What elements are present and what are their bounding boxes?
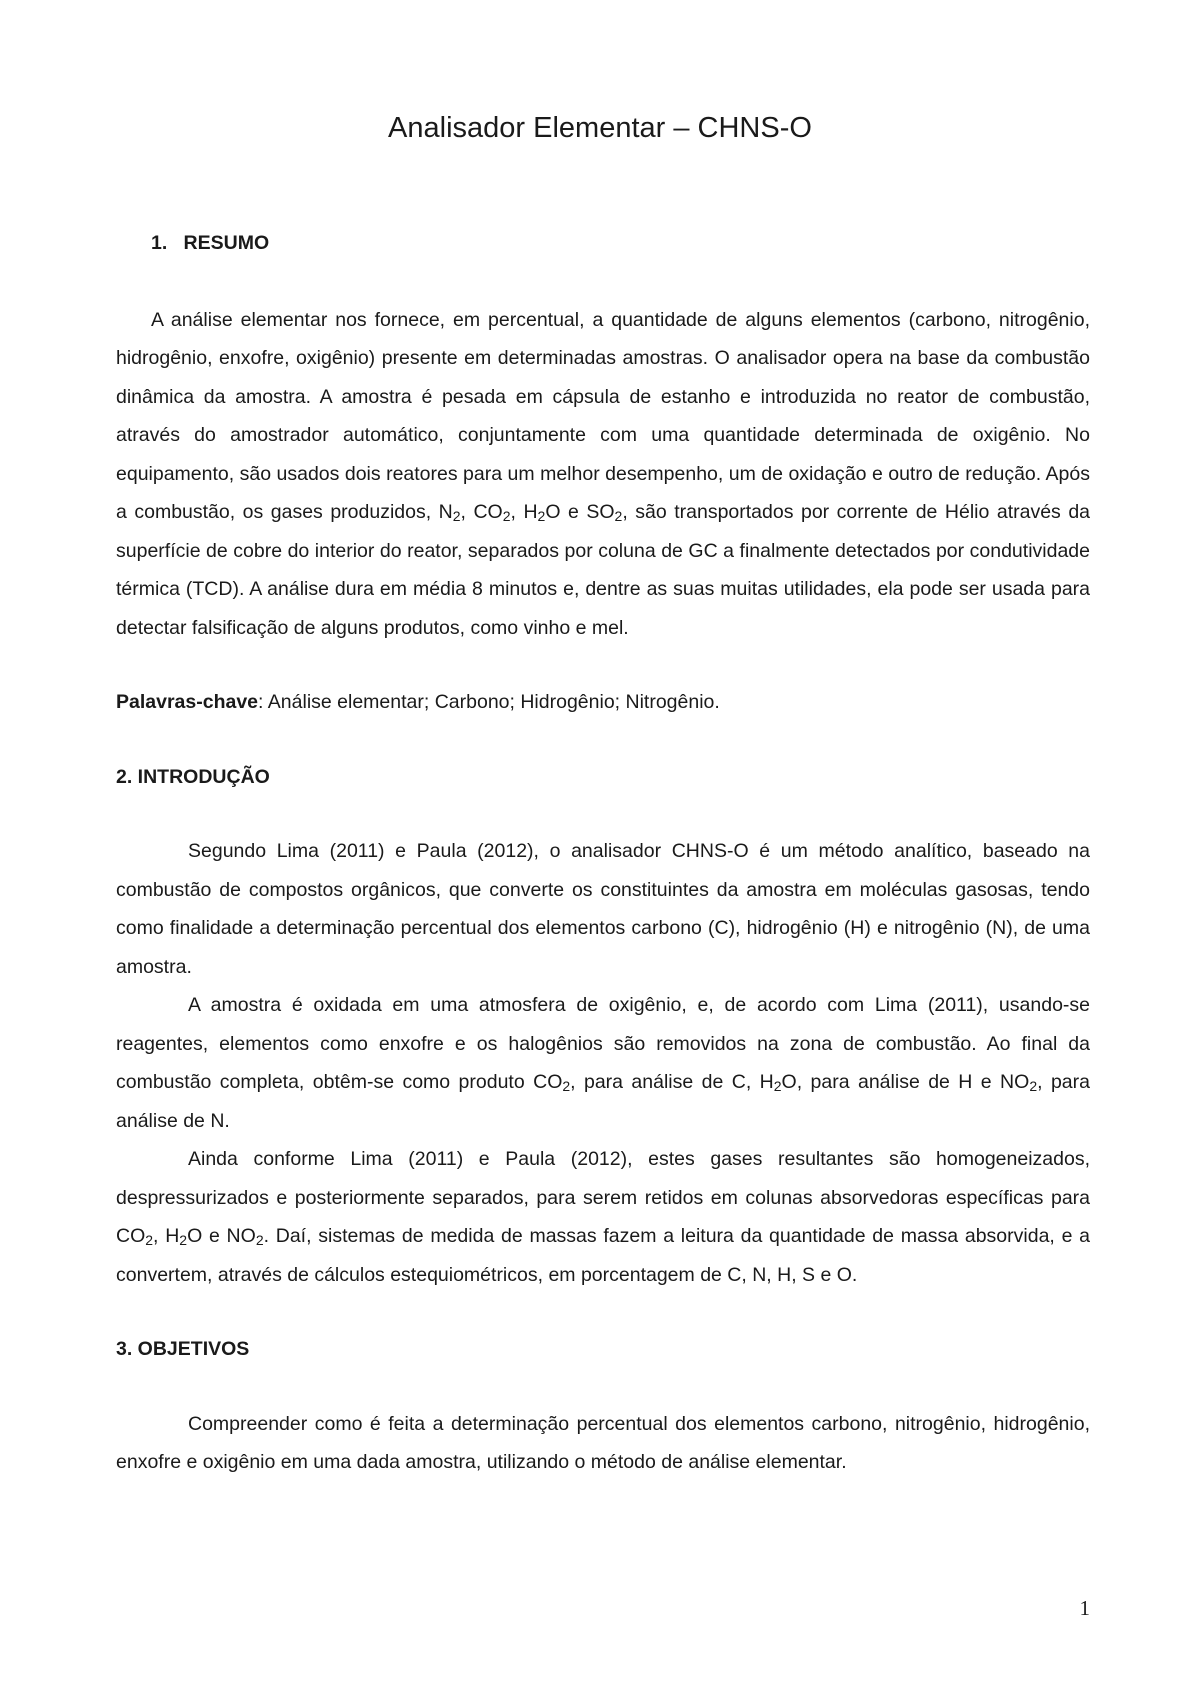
- resumo-paragraph: [116, 301, 1090, 648]
- resumo-text-1: A análise elementar nos fornece, em percentual, a quantidade de alguns elementos (carbono, nitrogênio, hidrogênio, enxofre, oxigênio) presente em determinadas amostras. O analisador opera na base da combustão dinâmica da amostra. A amostra é pesada em cápsula de estanho e introduzida no reator de combustão, através do amostrador automático, conjuntamente com uma quantidade determinada de oxigênio. No equipamento, são usados dois reatores para um melhor desempenho, um de oxidação e outro de redução. Após a combustão, os gases produzidos, N: [116, 308, 1090, 523]
- resumo-text-2: , CO: [460, 501, 503, 523]
- subscript: 2: [1029, 1078, 1038, 1094]
- intro-text: Ainda conforme Lima (2011) e Paula (2012), estes gases resultantes são homogeneizados, despressurizados e posteriormente separados, para serem retidos em colunas absorvedoras específicas para CO: [116, 1148, 1090, 1247]
- subscript: 2: [614, 508, 623, 524]
- section-heading-objetivos: 3. OBJETIVOS: [116, 1338, 250, 1360]
- intro-text: , para análise de C, H: [570, 1071, 774, 1093]
- page-number: 1: [1079, 1596, 1090, 1620]
- intro-text: O, para análise de H e NO: [781, 1071, 1030, 1093]
- subscript: 2: [537, 508, 546, 524]
- intro-text: , H: [153, 1225, 180, 1247]
- keywords-text: : Análise elementar; Carbono; Hidrogênio; Nitrogênio.: [258, 691, 720, 713]
- keywords-line: [116, 683, 1090, 722]
- intro-paragraph-1: Segundo Lima (2011) e Paula (2012), o analisador CHNS-O é um método analítico, baseado na combustão de compostos orgânicos, que converte os constituintes da amostra em moléculas gasosas, tendo como finalidade a determinação percentual dos elementos carbono (C), hidrogênio (H) e nitrogênio (N), de uma amostra.: [116, 840, 1090, 978]
- subscript: 2: [502, 508, 511, 524]
- objetivos-paragraph: Compreender como é feita a determinação percentual dos elementos carbono, nitrogênio, hidrogênio, enxofre e oxigênio em uma dada amostra, utilizando o método de análise elementar.: [116, 1412, 1090, 1473]
- intro-text: O e NO: [187, 1225, 256, 1247]
- resumo-text-4: O e SO: [545, 501, 615, 523]
- section-heading-resumo: [151, 224, 1090, 263]
- subscript: 2: [145, 1232, 154, 1248]
- section-title: RESUMO: [183, 232, 270, 254]
- intro-paragraph-2: [116, 986, 1090, 1140]
- subscript: 2: [255, 1232, 264, 1248]
- intro-text: . Daí, sistemas de medida de massas fazem a leitura da quantidade de massa absorvida, e a convertem, através de cálculos estequiométricos, em porcentagem de C, N, H, S e O.: [116, 1225, 1090, 1286]
- subscript: 2: [773, 1078, 782, 1094]
- document-title: Analisador Elementar – CHNS-O: [388, 112, 812, 144]
- intro-paragraph-3: [116, 1140, 1090, 1294]
- keywords-label: Palavras-chave: [116, 691, 259, 713]
- intro-text: A amostra é oxidada em uma atmosfera de oxigênio, e, de acordo com Lima (2011), usando-se reagentes, elementos como enxofre e os halogênios são removidos na zona de combustão. Ao final da combustão completa, obtêm-se como produto CO: [116, 994, 1090, 1093]
- section-number: 1.: [151, 232, 168, 254]
- section-heading-introducao: 2. INTRODUÇÃO: [116, 765, 270, 788]
- resumo-text-5: , são transportados por corrente de Hélio através da superfície de cobre do interior do reator, separados por coluna de GC a finalmente detectados por condutividade térmica (TCD). A análise dura em média 8 minutos e, dentre as suas muitas utilidades, ela pode ser usada para detectar falsificação de alguns produtos, como vinho e mel.: [116, 501, 1091, 639]
- subscript: 2: [452, 508, 461, 524]
- subscript: 2: [179, 1232, 188, 1248]
- document-body: [116, 224, 1090, 1482]
- subscript: 2: [562, 1078, 571, 1094]
- resumo-text-3: , H: [510, 501, 538, 523]
- intro-text: , para análise de N.: [116, 1071, 1090, 1132]
